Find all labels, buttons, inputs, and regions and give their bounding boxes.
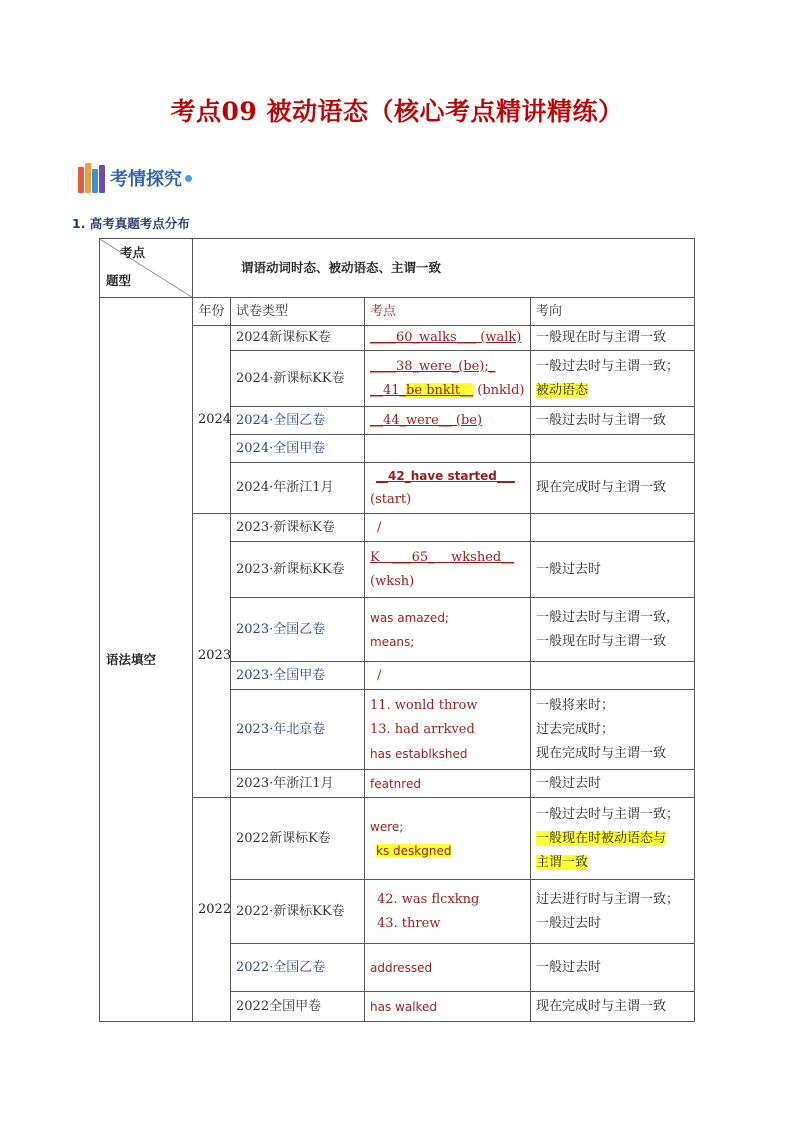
paper-cell: 2024·全国乙卷	[231, 407, 365, 435]
year-2023: 2023	[193, 514, 231, 798]
point-line: __41_	[370, 382, 407, 398]
point-line: 11. wonld throw	[370, 697, 478, 713]
paper-cell: 2022全国甲卷	[231, 992, 365, 1022]
direction-cell	[531, 798, 695, 880]
point-line: has establkshed	[370, 746, 468, 761]
direction-line: 一般过去时	[536, 915, 602, 931]
direction-cell: 一般过去时与主谓一致	[531, 407, 695, 435]
year-2022: 2022	[193, 798, 231, 1022]
direction-line: 一般现在时与主谓一致	[536, 633, 667, 649]
direction-cell: 一般过去时	[531, 770, 695, 798]
direction-cell	[531, 880, 695, 944]
paper-cell: 2023·年浙江1月	[231, 770, 365, 798]
direction-cell	[531, 690, 695, 770]
point-line: were;	[370, 819, 404, 834]
highlighted-point: be bnklt__	[406, 382, 474, 398]
col-year-header: 年份	[193, 298, 231, 326]
section-heading: 1. 高考真题考点分布	[72, 216, 190, 231]
paper-cell: 2023·全国甲卷	[231, 662, 365, 690]
point-line: (start)	[370, 492, 412, 507]
point-line: (wksh)	[370, 573, 415, 589]
point-line: 43. threw	[377, 915, 441, 931]
col-paper-header: 试卷类型	[231, 298, 365, 326]
point-cell	[365, 598, 531, 662]
dot-icon	[185, 175, 192, 182]
paper-cell: 2023·新课标K卷	[231, 514, 365, 542]
diag-bottom-label: 题型	[106, 273, 132, 288]
point-line: means;	[370, 634, 415, 649]
direction-cell: 现在完成时与主谓一致	[531, 992, 695, 1022]
highlighted-direction: 一般现在时被动语态与	[536, 830, 667, 846]
direction-cell: 一般过去时	[531, 944, 695, 992]
paper-cell: 2024·年浙江1月	[231, 463, 365, 514]
point-line: 42. was flcxkng	[377, 891, 480, 907]
point-cell: ____60_walks___ (walk)	[365, 326, 531, 351]
col-point-header: 考点	[365, 298, 531, 326]
point-cell: /	[365, 662, 531, 690]
direction-line: 现在完成时与主谓一致	[536, 745, 667, 761]
direction-cell	[531, 514, 695, 542]
point-cell	[365, 798, 531, 880]
direction-cell: 一般过去时	[531, 542, 695, 598]
table-header-row	[100, 239, 695, 298]
table-row	[100, 298, 695, 326]
highlighted-direction: 被动语态	[536, 382, 589, 398]
point-line: K ___65_ wkshed__	[370, 549, 515, 565]
paper-cell: 2022·全国乙卷	[231, 944, 365, 992]
highlighted-direction: 主谓一致	[536, 854, 589, 870]
point-cell	[365, 690, 531, 770]
point-line: __42_have started___	[376, 469, 515, 483]
point-cell	[365, 542, 531, 598]
highlighted-point: ks deskgned	[376, 843, 452, 858]
point-line: was amazed;	[370, 610, 449, 625]
point-line: 13. had arrkved	[370, 721, 475, 737]
col-direction-header: 考向	[531, 298, 695, 326]
paper-cell: 2023·全国乙卷	[231, 598, 365, 662]
direction-cell	[531, 351, 695, 407]
direction-line: 一般过去时与主谓一致；	[536, 806, 680, 822]
paper-cell: 2022·新课标KK卷	[231, 880, 365, 944]
point-cell: __44_were__ (be)	[365, 407, 531, 435]
exam-table	[99, 238, 695, 1022]
section-banner	[78, 162, 192, 194]
point-cell: /	[365, 514, 531, 542]
point-cell	[365, 435, 531, 463]
direction-line: 一般过去时与主谓一致；	[536, 358, 680, 374]
paper-cell: 2023·年北京卷	[231, 690, 365, 770]
direction-line: 一般过去时与主谓一致，	[536, 609, 680, 625]
point-cell	[365, 351, 531, 407]
paper-cell: 2023·新课标KK卷	[231, 542, 365, 598]
year-2024: 2024	[193, 326, 231, 514]
paper-cell: 2024新课标K卷	[231, 326, 365, 351]
direction-cell	[531, 598, 695, 662]
page-title: 考点09 被动语态（核心考点精讲精练）	[170, 97, 624, 126]
direction-line: 一般将来时；	[536, 697, 615, 713]
point-cell	[365, 880, 531, 944]
point-line: (bnkld)	[473, 382, 525, 398]
point-line: ____38_were_(be);_	[370, 358, 496, 374]
diag-top-label: 考点	[120, 245, 146, 260]
paper-cell: 2024·全国甲卷	[231, 435, 365, 463]
point-cell: addressed	[365, 944, 531, 992]
direction-line: 过去完成时；	[536, 721, 615, 737]
direction-cell: 一般现在时与主谓一致	[531, 326, 695, 351]
type-cell: 语法填空	[100, 298, 193, 1022]
point-cell: featnred	[365, 770, 531, 798]
point-cell	[365, 463, 531, 514]
paper-cell: 2024·新课标KK卷	[231, 351, 365, 407]
point-cell: has walked	[365, 992, 531, 1022]
direction-cell	[531, 662, 695, 690]
direction-cell	[531, 435, 695, 463]
books-icon	[78, 163, 106, 193]
direction-line: 过去进行时与主谓一致；	[536, 891, 680, 907]
diagonal-header	[100, 239, 193, 298]
direction-cell: 现在完成时与主谓一致	[531, 463, 695, 514]
banner-text: 考情探究	[110, 169, 182, 190]
main-header: 谓语动词时态、被动语态、主谓一致	[193, 239, 695, 298]
paper-cell: 2022新课标K卷	[231, 798, 365, 880]
